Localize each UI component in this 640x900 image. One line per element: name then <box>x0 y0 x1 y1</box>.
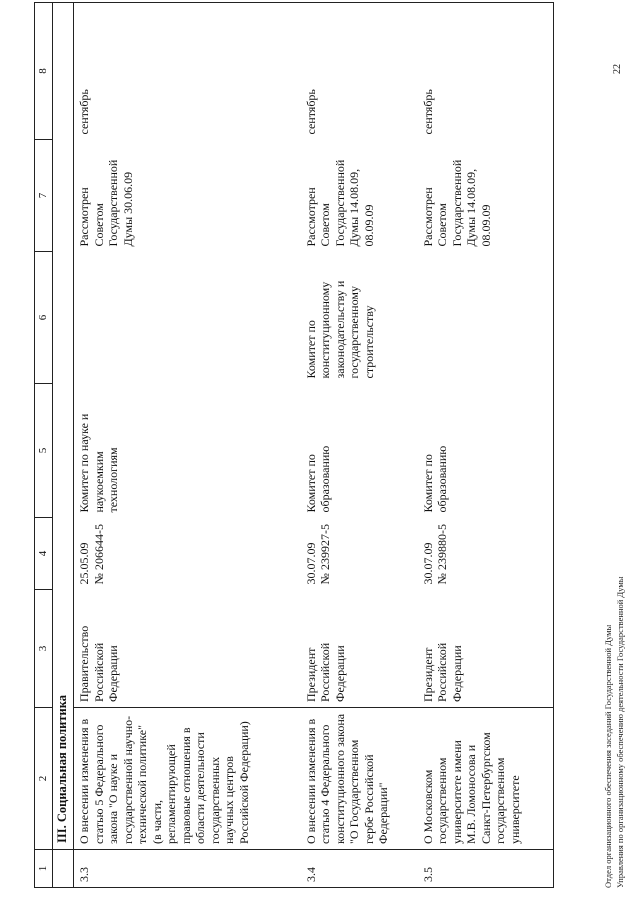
bill-author: Правительство Российской Федерации <box>77 625 120 702</box>
footer-directorate-line: Управления по организационному обеспечению деятельности Государственной Думы <box>615 576 625 888</box>
planned-month: сентябрь <box>418 3 554 140</box>
row-number: 3.4 <box>301 850 418 888</box>
footer-department-line: Отдел организационного обеспечения заседаний Государственной Думы <box>603 624 613 888</box>
section-number-cell <box>53 850 74 888</box>
column-number: 5 <box>35 384 53 518</box>
row-number: 3.3 <box>74 850 301 888</box>
registration-cell <box>301 518 418 590</box>
registration-number: № 239880-5 <box>435 524 450 585</box>
column-number: 6 <box>35 252 53 384</box>
section-header-row <box>53 3 74 888</box>
table-row <box>418 3 554 888</box>
registration-number: № 206644-5 <box>91 524 106 585</box>
bill-title: О внесении изменения в статью 5 Федерального закона "О науке и государственной научно-технической политике" (в части, регламентирующей правовые отношения в области деятельности государственных научных центров Российской Федерации) <box>74 708 301 850</box>
responsible-committee: Комитет по науке и наукоемким технологиям <box>77 413 120 513</box>
co-executor-committee <box>418 252 554 384</box>
co-executor-committee: Комитет по конституционному законодательству и государственному строительству <box>303 280 376 379</box>
registration-date: 30.07.09 <box>303 542 318 585</box>
responsible-committee: Комитет по образованию <box>303 445 333 513</box>
row-number: 3.5 <box>418 850 554 888</box>
bill-author: Президент Российской Федерации <box>303 642 347 702</box>
bill-status: Рассмотрен Советом Государственной Думы 30.06.09 <box>77 159 135 247</box>
table-row <box>301 3 418 888</box>
registration-date: 25.05.09 <box>77 542 91 585</box>
column-number: 1 <box>35 850 53 888</box>
column-number: 8 <box>35 3 53 140</box>
section-title: III. Социальная политика <box>53 3 74 850</box>
registration-cell <box>418 518 554 590</box>
column-number: 2 <box>35 708 53 850</box>
column-number: 3 <box>35 590 53 708</box>
responsible-committee: Комитет по образованию <box>418 384 554 518</box>
column-number-header-row <box>35 3 53 888</box>
column-number: 4 <box>35 518 53 590</box>
page-number: 22 <box>612 64 623 74</box>
registration-number: № 239927-5 <box>318 524 333 585</box>
bill-title: О внесении изменения в статью 4 Федерального конституционного закона "О Государственном гербе Российской Федерации" <box>301 708 418 850</box>
bill-status: Рассмотрен Советом Государственной Думы 14.08.09, 08.09.09 <box>418 140 554 252</box>
bill-author: Президент Российской Федерации <box>418 590 554 708</box>
bill-title: О Московском государственном университете имени М.В. Ломоносова и Санкт-Петербургском государственном университете <box>418 708 554 850</box>
bill-status: Рассмотрен Советом Государственной Думы 14.08.09, 08.09.09 <box>303 159 376 247</box>
planned-month: сентябрь <box>74 3 301 140</box>
registration-date: 30.07.09 <box>420 542 435 585</box>
column-number: 7 <box>35 140 53 252</box>
table-row <box>74 3 301 888</box>
planned-month: сентябрь <box>301 3 418 140</box>
legislation-plan-table <box>34 2 554 888</box>
co-executor-committee <box>74 252 301 384</box>
registration-cell <box>74 518 301 590</box>
